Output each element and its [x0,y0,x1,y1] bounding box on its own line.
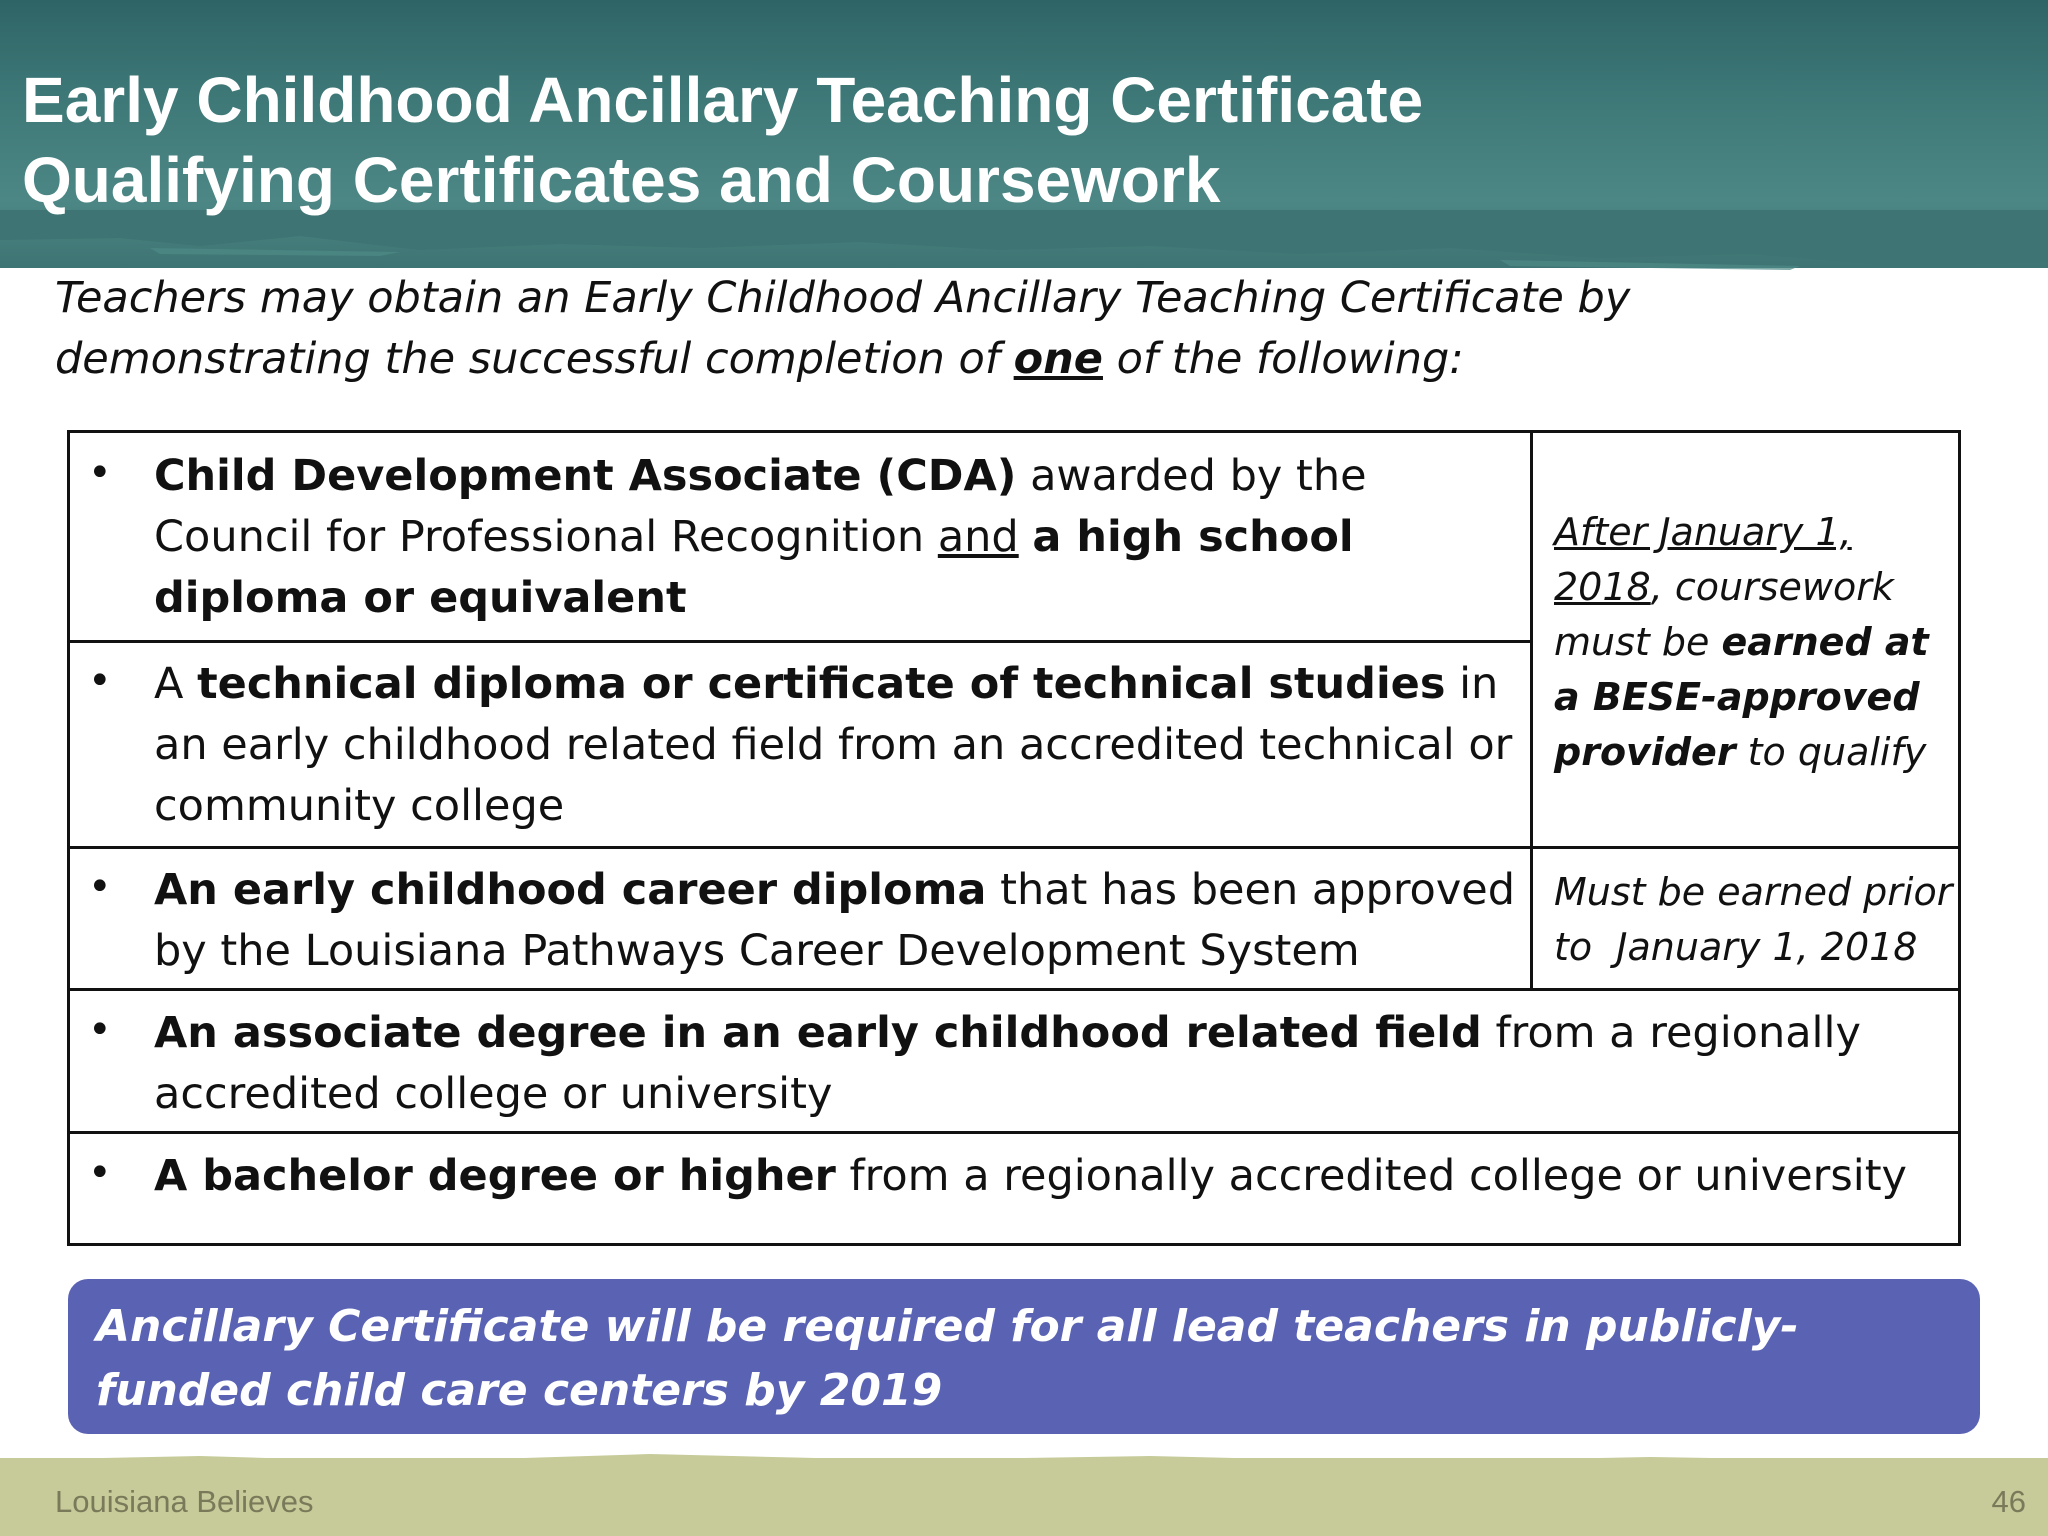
intro-part-1: Teachers may obtain an Early Childhood Ancillary Teaching Certificate by demonstrating the successful completion of [55,273,1631,384]
bullet-4: • [88,1007,112,1053]
row-divider-1 [70,640,1532,643]
page-number: 46 [1991,1484,2026,1519]
page-title [22,60,1922,220]
callout-text: Ancillary Certificate will be required for all lead teachers in publicly-funded child care centers by 2019 [96,1301,1799,1416]
table-row-3: An early childhood career diploma that has been approved by the Louisiana Pathways Career Development System [154,865,1516,976]
requirement-callout [68,1279,1980,1434]
footer-brand: Louisiana Believes [55,1484,314,1519]
table-row-4: An associate degree in an early childhood related field from a regionally accredited college or university [154,1008,1861,1119]
intro-text [55,268,1955,390]
column-divider [1530,433,1533,990]
table-row-1: Child Development Associate (CDA) awarded by the Council for Professional Recognition and a high school diploma or equivalent [154,451,1367,623]
title-line-1: Early Childhood Ancillary Teaching Certificate [22,64,1424,136]
row-divider-2 [70,846,1958,849]
table-row-2: A technical diploma or certificate of technical studies in an early childhood related field from an accredited technical or community college [154,659,1513,831]
table-row-5: A bachelor degree or higher from a regionally accredited college or university [154,1151,1908,1201]
title-line-2: Qualifying Certificates and Coursework [22,144,1221,216]
row-divider-4 [70,1131,1958,1134]
intro-emphasis: one [1013,334,1103,384]
bullet-5: • [88,1150,112,1196]
bullet-2: • [88,658,112,704]
requirements-table [67,430,1965,1246]
row-divider-3 [70,988,1958,991]
note-coursework: After January 1, 2018, coursework must be earned at a BESE-approved provider to qualify [1554,510,1929,774]
bullet-1: • [88,450,112,496]
bullet-3: • [88,864,112,910]
note-deadline: Must be earned prior to January 1, 2018 [1554,870,1965,969]
intro-part-2: of the following: [1102,334,1464,384]
